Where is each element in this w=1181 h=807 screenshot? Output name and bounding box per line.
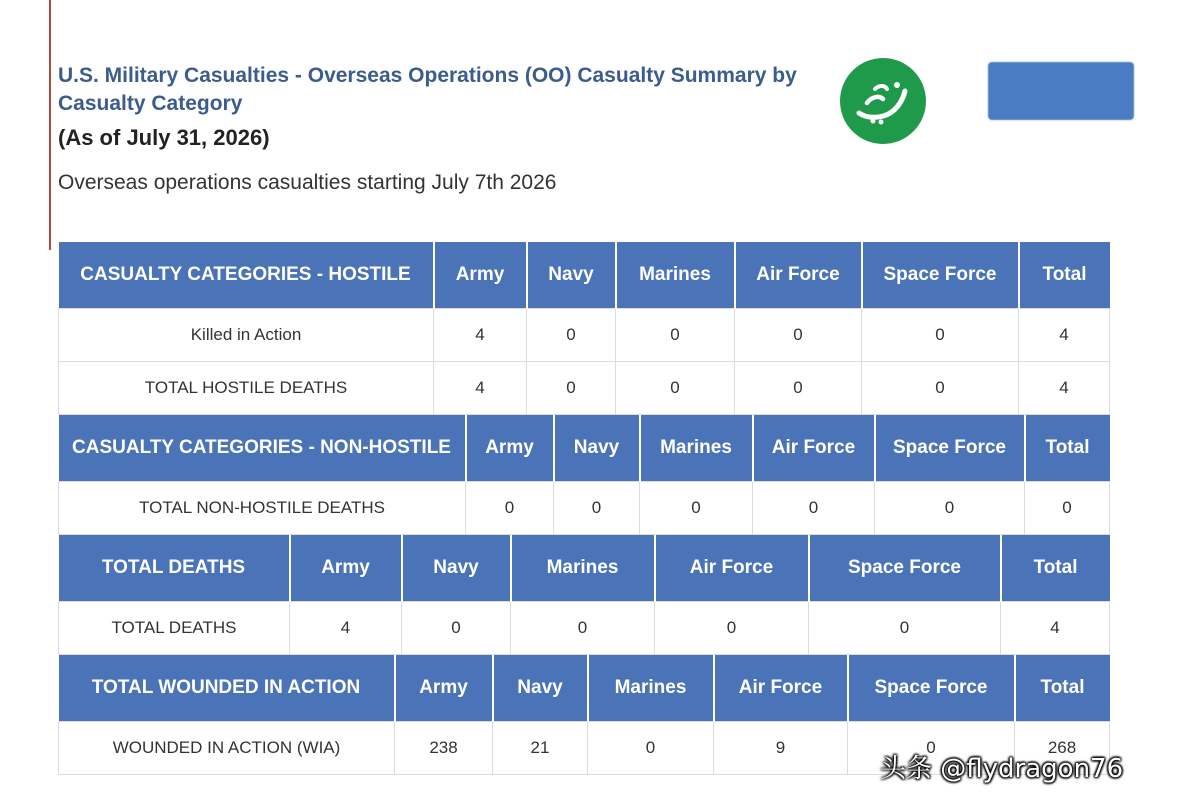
total-deaths-table bbox=[58, 535, 1110, 655]
table-cell: 0 bbox=[527, 361, 616, 414]
hostile-casualties-table bbox=[58, 242, 1110, 415]
table-cell: 4 bbox=[1001, 601, 1110, 654]
hostile-header-3: Marines bbox=[616, 242, 735, 308]
table-cell: 0 bbox=[1025, 481, 1110, 534]
table-cell: 0 bbox=[527, 308, 616, 361]
row-label: TOTAL DEATHS bbox=[59, 601, 290, 654]
hostile-header-6: Total bbox=[1019, 242, 1110, 308]
wounded-header-4: Air Force bbox=[714, 655, 848, 721]
blurred-blue-button[interactable] bbox=[988, 62, 1134, 120]
table-cell: 0 bbox=[616, 361, 735, 414]
table-cell: 0 bbox=[848, 721, 1015, 774]
wounded-header-2: Navy bbox=[493, 655, 588, 721]
table-cell: 9 bbox=[714, 721, 848, 774]
table-cell: 0 bbox=[588, 721, 714, 774]
deaths-header-4: Air Force bbox=[655, 535, 809, 601]
non-hostile-header-5: Space Force bbox=[875, 415, 1025, 481]
wounded-header-3: Marines bbox=[588, 655, 714, 721]
non-hostile-header-3: Marines bbox=[640, 415, 753, 481]
logo-calligraphy-icon bbox=[853, 75, 913, 127]
table-cell: 0 bbox=[735, 361, 862, 414]
non-hostile-casualties-table bbox=[58, 415, 1110, 535]
table-cell: 0 bbox=[809, 601, 1001, 654]
row-label: TOTAL NON-HOSTILE DEATHS bbox=[59, 481, 466, 534]
hostile-header-5: Space Force bbox=[862, 242, 1019, 308]
hostile-header-1: Army bbox=[434, 242, 527, 308]
table-cell: 4 bbox=[434, 308, 527, 361]
table-cell: 4 bbox=[434, 361, 527, 414]
table-cell: 0 bbox=[862, 361, 1019, 414]
table-row bbox=[59, 361, 1110, 414]
table-cell: 0 bbox=[640, 481, 753, 534]
page-subtitle: Overseas operations casualties starting July 7th 2026 bbox=[58, 171, 557, 194]
watermark: 头条 @flydragon76 bbox=[880, 754, 1124, 784]
wounded-header-6: Total bbox=[1015, 655, 1110, 721]
as-of-date: (As of July 31, 2026) bbox=[58, 125, 270, 150]
table-cell: 0 bbox=[466, 481, 554, 534]
table-row bbox=[59, 481, 1110, 534]
table-cell: 4 bbox=[290, 601, 402, 654]
table-cell: 0 bbox=[616, 308, 735, 361]
wounded-header-5: Space Force bbox=[848, 655, 1015, 721]
table-cell: 0 bbox=[735, 308, 862, 361]
wounded-header-0: TOTAL WOUNDED IN ACTION bbox=[59, 655, 395, 721]
table-cell: 0 bbox=[402, 601, 511, 654]
table-cell: 0 bbox=[753, 481, 875, 534]
table-cell: 268 bbox=[1015, 721, 1110, 774]
page-title: U.S. Military Casualties - Overseas Operations (OO) Casualty Summary by Casualty Category bbox=[58, 64, 797, 115]
hostile-header-2: Navy bbox=[527, 242, 616, 308]
deaths-header-3: Marines bbox=[511, 535, 655, 601]
row-label: TOTAL HOSTILE DEATHS bbox=[59, 361, 434, 414]
non-hostile-header-0: CASUALTY CATEGORIES - NON-HOSTILE bbox=[59, 415, 466, 481]
table-cell: 0 bbox=[862, 308, 1019, 361]
deaths-header-0: TOTAL DEATHS bbox=[59, 535, 290, 601]
table-cell: 0 bbox=[875, 481, 1025, 534]
table-cell: 21 bbox=[493, 721, 588, 774]
hostile-header-0: CASUALTY CATEGORIES - HOSTILE bbox=[59, 242, 434, 308]
deaths-header-2: Navy bbox=[402, 535, 511, 601]
table-cell: 0 bbox=[554, 481, 640, 534]
table-cell: 0 bbox=[655, 601, 809, 654]
logo bbox=[840, 58, 926, 144]
wounded-header-1: Army bbox=[395, 655, 493, 721]
table-cell: 4 bbox=[1019, 361, 1110, 414]
non-hostile-header-6: Total bbox=[1025, 415, 1110, 481]
table-cell: 4 bbox=[1019, 308, 1110, 361]
table-cell: 238 bbox=[395, 721, 493, 774]
deaths-header-5: Space Force bbox=[809, 535, 1001, 601]
non-hostile-header-2: Navy bbox=[554, 415, 640, 481]
non-hostile-header-1: Army bbox=[466, 415, 554, 481]
hostile-header-4: Air Force bbox=[735, 242, 862, 308]
row-label: WOUNDED IN ACTION (WIA) bbox=[59, 721, 395, 774]
non-hostile-header-4: Air Force bbox=[753, 415, 875, 481]
table-row bbox=[59, 601, 1110, 654]
left-accent-rule bbox=[49, 0, 51, 250]
deaths-header-6: Total bbox=[1001, 535, 1110, 601]
table-cell: 0 bbox=[511, 601, 655, 654]
deaths-header-1: Army bbox=[290, 535, 402, 601]
row-label: Killed in Action bbox=[59, 308, 434, 361]
table-row bbox=[59, 308, 1110, 361]
